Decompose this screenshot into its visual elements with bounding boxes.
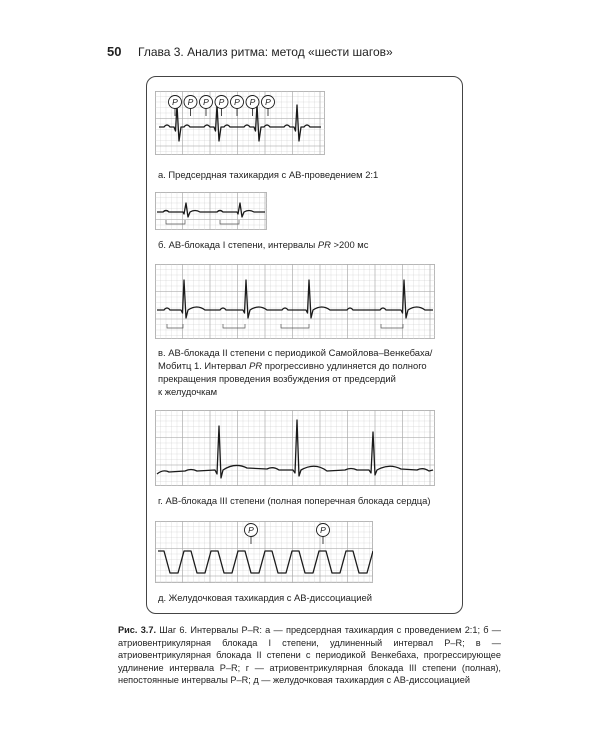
ecg-strip-a xyxy=(155,91,325,155)
caption-c-line2-suffix: прогрессивно удлиняется до полного xyxy=(262,360,427,371)
running-head: Глава 3. Анализ ритма: метод «шести шагов» xyxy=(138,45,393,59)
p-wave-marker-label: P xyxy=(187,97,194,108)
caption-e: д. Желудочковая тахикардия с АВ-диссоциацией xyxy=(158,592,372,603)
caption-c-line2-prefix: Мобитц 1. Интервал xyxy=(158,360,250,371)
figure-caption-text: Шаг 6. Интервалы P–R: а — предсердная тахикардия с проведением 2:1; б — атриовентрикулярная блокада I степени, удлиненный интервал P–R; в — атриовентрикулярная блокада II степени с периодикой Венкебаха, прогрессирующее удлинение интервала P–R; г — атриовентрикулярная блокада III степени (полная), непостоянные интервалы P–R; д — желудочковая тахикардия с АВ-диссоциацией xyxy=(118,625,501,685)
ecg-strip-e xyxy=(155,521,373,583)
caption-b-suffix: >200 мс xyxy=(330,239,369,250)
ecg-strip-d xyxy=(155,410,435,486)
p-wave-marker-label: P xyxy=(203,97,209,108)
caption-c-line1: в. АВ-блокада II степени с периодикой Самойлова–Венкебаха/ xyxy=(158,347,433,358)
ecg-grid xyxy=(155,521,373,583)
ecg-strip-b xyxy=(155,192,267,230)
caption-b-pr: PR xyxy=(317,239,331,250)
caption-c-line2 xyxy=(158,359,454,372)
p-wave-marker-label: P xyxy=(218,97,225,108)
caption-d: г. АВ-блокада III степени (полная поперечная блокада сердца) xyxy=(158,495,431,506)
caption-c-pr: PR xyxy=(249,360,263,371)
page-number: 50 xyxy=(107,44,122,59)
p-wave-marker-label: P xyxy=(172,97,178,108)
caption-b-prefix: б. АВ-блокада I степени, интервалы xyxy=(158,239,318,250)
ecg-strip-c xyxy=(155,264,435,339)
caption-c-line4: к желудочкам xyxy=(158,386,218,397)
caption-a: а. Предсердная тахикардия с АВ-проведением 2:1 xyxy=(158,169,379,180)
p-wave-marker-label: P xyxy=(234,97,240,108)
caption-c-line3: прекращения проведения возбуждения от предсердий xyxy=(158,373,396,384)
ecg-grid xyxy=(155,410,435,486)
caption-c xyxy=(158,346,454,398)
p-wave-marker-label: P xyxy=(320,525,326,536)
figure-caption xyxy=(118,624,501,687)
p-wave-marker-label: P xyxy=(265,97,271,108)
figure-caption-label: Рис. 3.7. xyxy=(118,625,157,635)
p-wave-marker-label: P xyxy=(249,97,256,108)
p-wave-marker-label: P xyxy=(248,525,254,536)
caption-b xyxy=(158,238,454,251)
